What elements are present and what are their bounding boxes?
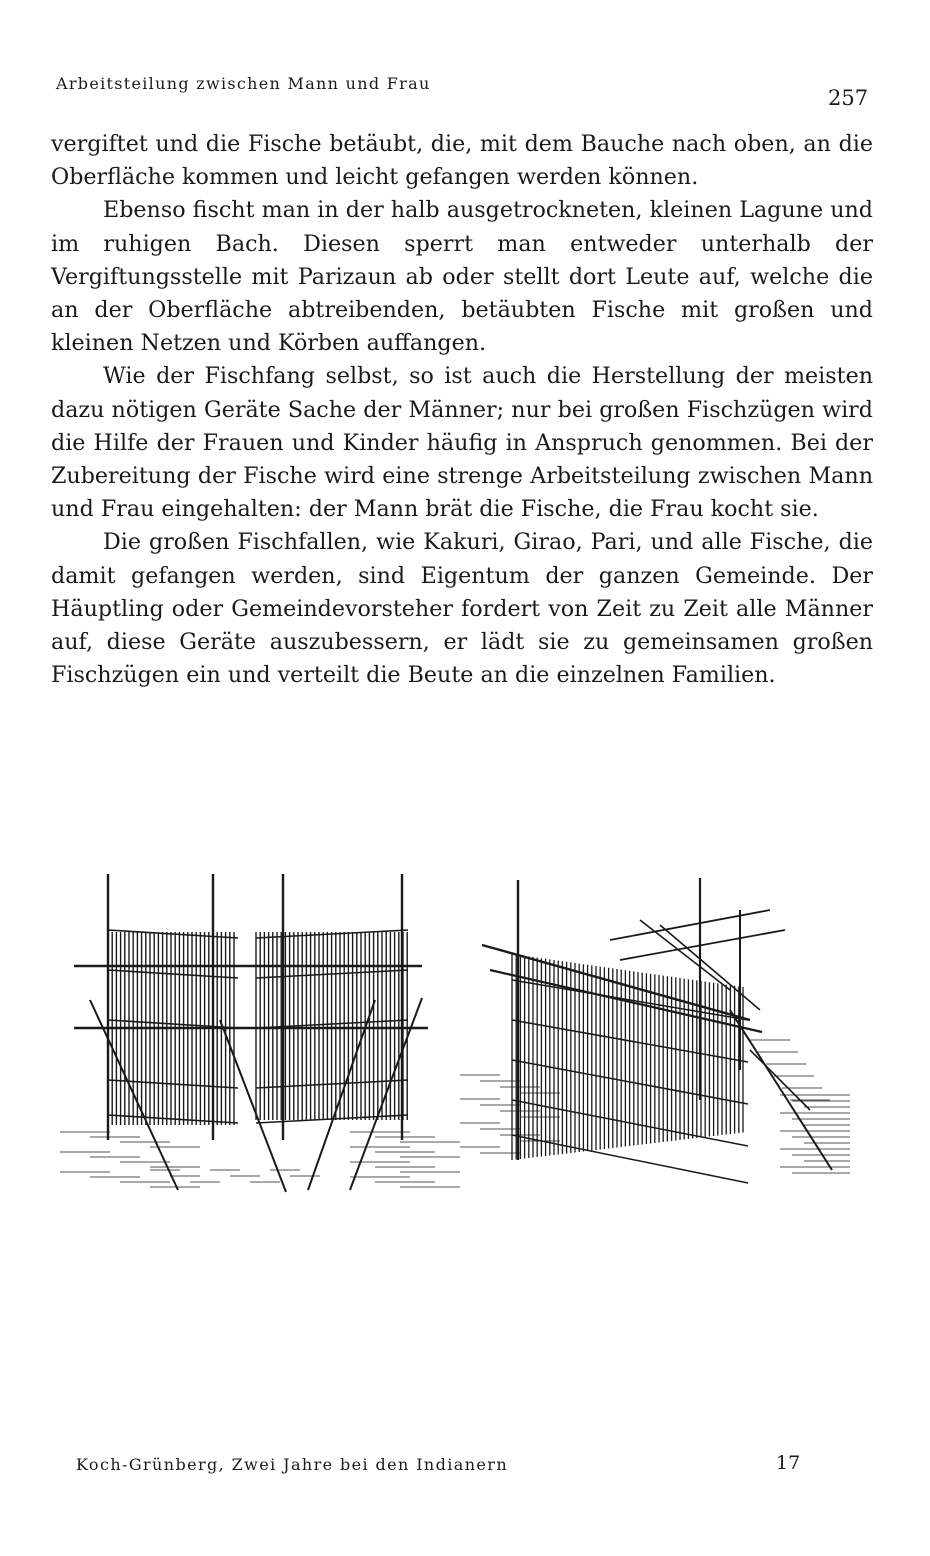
body-text — [51, 128, 873, 692]
page-number: 257 — [828, 86, 869, 110]
paragraph: Ebenso fischt man in der halb ausgetrockneten, kleinen Lagune und im ruhigen Bach. Diesen sperrt man entweder unterhalb der Vergiftungsstelle mit Parizaun ab oder stellt dort Leute auf, welche die an der Oberfläche abtreibenden, betäubten Fische mit großen und kleinen Netzen und Körben auffangen. — [51, 197, 873, 357]
footer-signature: Koch-Grünberg, Zwei Jahre bei den Indianern — [76, 1455, 509, 1474]
paragraph: Wie der Fischfang selbst, so ist auch die Herstellung der meisten dazu nötigen Geräte Sache der Männer; nur bei großen Fischzügen wird die Hilfe der Frauen und Kinder häufig in Anspruch genommen. Bei der Zubereitung der Fische wird eine strenge Arbeitsteilung zwischen Mann und Frau eingehalten: der Mann brät die Fische, die Frau kocht sie. — [51, 363, 873, 523]
paragraph: Die großen Fischfallen, wie Kakuri, Girao, Pari, und alle Fische, die damit gefangen werden, sind Eigentum der ganzen Gemeinde. Der Häuptling oder Gemeindevorsteher fordert von Zeit zu Zeit alle Männer auf, diese Geräte auszubessern, er lädt sie zu gemeinsamen großen Fischzügen ein und verteilt die Beute an die einzelnen Familien. — [51, 529, 873, 689]
footer-sheet-number: 17 — [776, 1452, 801, 1474]
paragraph: vergiftet und die Fische betäubt, die, mit dem Bauche nach oben, an die Oberfläche kommen und leicht gefangen werden können. — [51, 131, 873, 191]
fish-trap-right-illustration — [460, 878, 850, 1183]
fish-trap-left-illustration — [60, 874, 460, 1192]
running-head: Arbeitsteilung zwischen Mann und Frau — [56, 74, 431, 93]
fish-trap-illustrations — [50, 870, 860, 1200]
